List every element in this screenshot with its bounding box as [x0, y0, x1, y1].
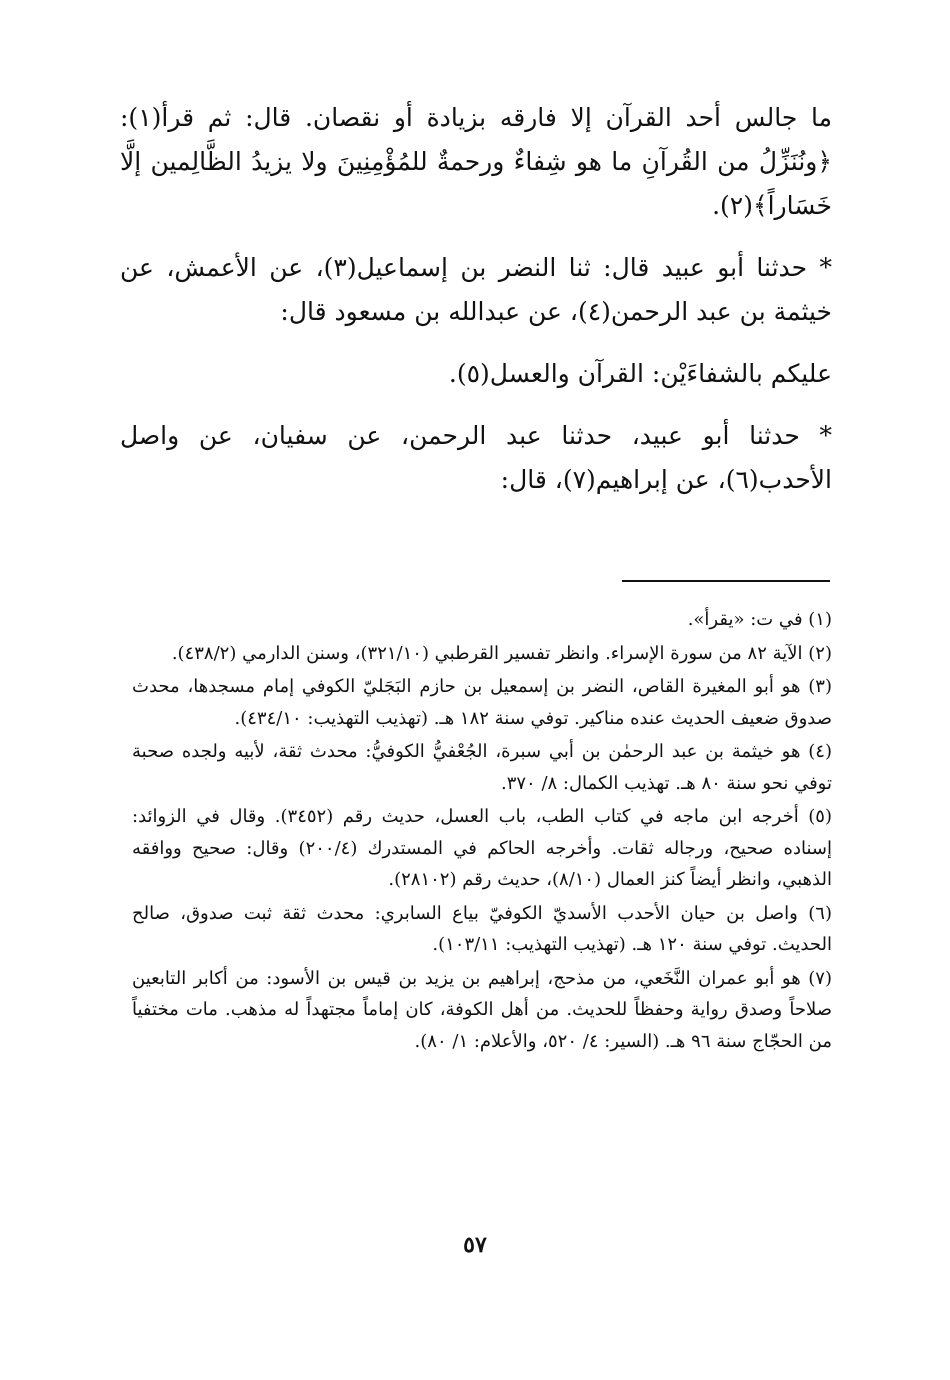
footnote-3: (٣) هو أبو المغيرة القاص، النضر بن إسمعيل بن حازم البَجَليّ الكوفي إمام مسجدها، محدث صدوق ضعيف الحديث عنده مناكير. توفي سنة ١٨٢ هـ. (تهذيب التهذيب: ٤٣٤/١٠). — [132, 676, 832, 729]
footnote-7: (٧) هو أبو عمران النَّخَعي، من مذحج، إبراهيم بن يزيد بن قيس بن الأسود: من أكابر التابعين صلاحاً وصدق رواية وحفظاً للحديث. من أهل الكوفة، كان إماماً مجتهداً له مذهب. مات مختفياً من الحجّاج سنة ٩٦ هـ. (السير: ٤/ ٥٢٠، والأعلام: ١/ ٨٠). — [132, 967, 832, 1052]
main-text — [120, 96, 832, 520]
paragraph-hadith-1-text: عليكم بالشفاءَيْن: القرآن والعسل(٥). — [448, 359, 832, 388]
footnotes — [132, 604, 832, 1059]
page-number: ٥٧ — [463, 1232, 487, 1258]
footnote-5: (٥) أخرجه ابن ماجه في كتاب الطب، باب العسل، حديث رقم (٣٤٥٢). وقال في الزوائد: إسناده صحيح، ورجاله ثقات. وأخرجه الحاكم في المستدرك (٢٠٠/٤) وقال: صحيح ووافقه الذهبي، وانظر أيضاً كنز العمال (٨/١٠)، حديث رقم (٢٨١٠٢). — [132, 806, 832, 890]
paragraph-hadith-1: * حدثنا أبو عبيد قال: ثنا النضر بن إسماعيل(٣)، عن الأعمش، عن خيثمة بن عبد الرحمن(٤)، عن عبدالله بن مسعود قال: — [120, 253, 832, 326]
paragraph-quran-verse: ما جالس أحد القرآن إلا فارقه بزيادة أو نقصان. قال: ثم قرأ(١): ﴿ونُنَزِّلُ من القُرآنِ ما هو شِفاءٌ ورحمةٌ للمُؤْمِنِينَ ولا يزيدُ الظَّالِمين إلَّا خَسَاراً﴾(٢). — [120, 103, 832, 220]
footnote-6: (٦) واصل بن حيان الأحدب الأسديّ الكوفيّ بياع السابري: محدث ثقة ثبت صدوق، صالح الحديث. توفي سنة ١٢٠ هـ. (تهذيب التهذيب: ١٠٣/١١). — [132, 902, 832, 955]
footnote-1: (١) في ت: «يقرأ». — [687, 609, 832, 630]
footnote-2: (٢) الآية ٨٢ من سورة الإسراء. وانظر تفسير القرطبي (٣٢١/١٠)، وسنن الدارمي (٤٣٨/٢). — [171, 642, 832, 664]
footnote-4: (٤) هو خيثمة بن عبد الرحمٰن بن أبي سبرة، الجُعْفيُّ الكوفيُّ: محدث ثقة، لأبيه ولجده صحبة توفي نحو سنة ٨٠ هـ. تهذيب الكمال: ٨/ ٣٧٠. — [132, 741, 832, 794]
footnote-separator — [622, 580, 830, 582]
paragraph-hadith-2: * حدثنا أبو عبيد، حدثنا عبد الرحمن، عن سفيان، عن واصل الأحدب(٦)، عن إبراهيم(٧)، قال: — [120, 421, 832, 494]
